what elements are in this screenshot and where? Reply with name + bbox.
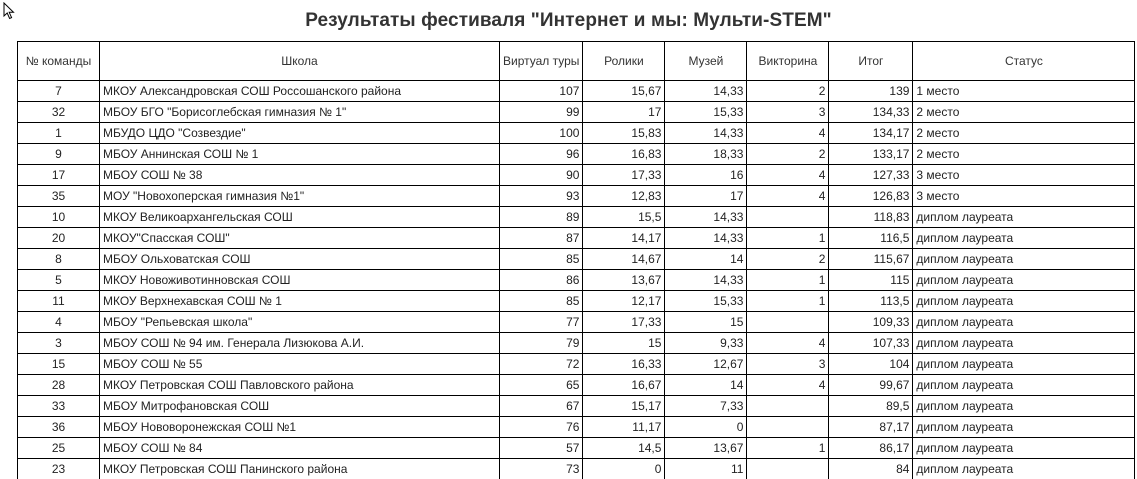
cell-status: диплом лауреата [913,396,1135,417]
cell-school: МКОУ"Спасская СОШ" [100,228,500,249]
cell-status: диплом лауреата [913,333,1135,354]
cell-school: МКОУ Великоархангельская СОШ [100,207,500,228]
cell-virtual: 107 [500,81,583,102]
cell-total: 118,83 [829,207,913,228]
cell-virtual: 79 [500,333,583,354]
cell-status: диплом лауреата [913,207,1135,228]
cell-status: диплом лауреата [913,228,1135,249]
header-row [18,42,1135,81]
cell-quiz [747,396,829,417]
cell-total: 127,33 [829,165,913,186]
cell-videos: 15,5 [583,207,665,228]
table-row [18,207,1135,228]
cell-museum: 17 [665,186,747,207]
table-row [18,375,1135,396]
cell-quiz: 2 [747,249,829,270]
cell-quiz [747,207,829,228]
cell-virtual: 65 [500,375,583,396]
cell-school: МБОУ БГО "Борисоглебская гимназия № 1" [100,102,500,123]
cell-status: 2 место [913,123,1135,144]
cell-museum: 14,33 [665,228,747,249]
cell-videos: 15,67 [583,81,665,102]
header-virtual: Виртуал туры [500,42,583,81]
table-row [18,123,1135,144]
cell-videos: 17,33 [583,165,665,186]
cell-videos: 14,67 [583,249,665,270]
table-row [18,396,1135,417]
table-row [18,438,1135,459]
cell-videos: 12,17 [583,291,665,312]
cell-team: 15 [18,354,100,375]
cell-quiz: 4 [747,123,829,144]
cell-museum: 11 [665,459,747,479]
cell-school: МОУ "Новохоперская гимназия №1" [100,186,500,207]
cell-team: 1 [18,123,100,144]
cell-school: МБОУ "Репьевская школа" [100,312,500,333]
cell-school: МБОУ СОШ № 94 им. Генерала Лизюкова А.И. [100,333,500,354]
cell-total: 109,33 [829,312,913,333]
cell-total: 87,17 [829,417,913,438]
cell-videos: 14,17 [583,228,665,249]
table-row [18,186,1135,207]
cell-quiz [747,312,829,333]
table-row [18,228,1135,249]
cell-total: 116,5 [829,228,913,249]
cell-school: МКОУ Петровская СОШ Павловского района [100,375,500,396]
cell-virtual: 100 [500,123,583,144]
cell-virtual: 87 [500,228,583,249]
cell-status: диплом лауреата [913,417,1135,438]
cell-total: 139 [829,81,913,102]
cell-virtual: 85 [500,249,583,270]
cell-quiz: 4 [747,375,829,396]
cell-school: МКОУ Верхнехавская СОШ № 1 [100,291,500,312]
cell-videos: 17,33 [583,312,665,333]
cell-total: 99,67 [829,375,913,396]
cell-total: 84 [829,459,913,479]
cell-museum: 15 [665,312,747,333]
cell-team: 33 [18,396,100,417]
cell-team: 23 [18,459,100,479]
cell-museum: 14,33 [665,270,747,291]
cell-total: 89,5 [829,396,913,417]
cell-videos: 17 [583,102,665,123]
cell-quiz: 4 [747,186,829,207]
cell-museum: 14,33 [665,207,747,228]
cell-virtual: 89 [500,207,583,228]
cell-museum: 13,67 [665,438,747,459]
cell-quiz: 3 [747,354,829,375]
table-row [18,417,1135,438]
table-row [18,165,1135,186]
cell-museum: 14,33 [665,81,747,102]
cell-team: 11 [18,291,100,312]
cell-status: диплом лауреата [913,249,1135,270]
header-team: № команды [18,42,100,81]
header-school: Школа [100,42,500,81]
cell-museum: 14 [665,375,747,396]
table-row [18,81,1135,102]
cell-status: диплом лауреата [913,312,1135,333]
cell-status: 2 место [913,144,1135,165]
cell-school: МБОУ Ольховатская СОШ [100,249,500,270]
cell-status: 3 место [913,165,1135,186]
cell-status: диплом лауреата [913,291,1135,312]
cell-status: 3 место [913,186,1135,207]
header-videos: Ролики [583,42,665,81]
cell-museum: 15,33 [665,102,747,123]
table-row [18,459,1135,479]
cell-total: 133,17 [829,144,913,165]
cell-quiz: 4 [747,165,829,186]
cell-total: 86,17 [829,438,913,459]
cell-quiz [747,459,829,479]
cell-team: 9 [18,144,100,165]
cell-videos: 15,83 [583,123,665,144]
results-table [17,41,1135,479]
page-title: Результаты фестиваля "Интернет и мы: Мульти-STEM" [305,10,832,31]
cell-school: МБУДО ЦДО "Созвездие" [100,123,500,144]
cell-museum: 15,33 [665,291,747,312]
cell-virtual: 77 [500,312,583,333]
header-status: Статус [913,42,1135,81]
cell-status: диплом лауреата [913,270,1135,291]
cell-virtual: 99 [500,102,583,123]
cell-status: 1 место [913,81,1135,102]
cell-team: 17 [18,165,100,186]
cell-school: МБОУ СОШ № 84 [100,438,500,459]
cell-total: 134,33 [829,102,913,123]
cell-team: 3 [18,333,100,354]
cell-quiz: 3 [747,102,829,123]
cell-quiz: 1 [747,270,829,291]
cell-team: 25 [18,438,100,459]
cell-virtual: 72 [500,354,583,375]
table-row [18,102,1135,123]
cell-virtual: 76 [500,417,583,438]
cell-school: МБОУ Митрофановская СОШ [100,396,500,417]
cell-museum: 16 [665,165,747,186]
cell-virtual: 73 [500,459,583,479]
table-row [18,291,1135,312]
cell-team: 8 [18,249,100,270]
cell-museum: 9,33 [665,333,747,354]
cell-total: 113,5 [829,291,913,312]
cell-school: МБОУ Нововоронежская СОШ №1 [100,417,500,438]
cell-virtual: 67 [500,396,583,417]
cell-videos: 12,83 [583,186,665,207]
cell-total: 134,17 [829,123,913,144]
cell-videos: 15,17 [583,396,665,417]
cell-virtual: 57 [500,438,583,459]
cell-quiz: 4 [747,333,829,354]
cell-virtual: 85 [500,291,583,312]
cell-quiz: 1 [747,291,829,312]
table-row [18,354,1135,375]
cell-videos: 14,5 [583,438,665,459]
cell-museum: 18,33 [665,144,747,165]
cell-museum: 7,33 [665,396,747,417]
table-row [18,312,1135,333]
results-table-body [18,81,1135,479]
cell-school: МКОУ Петровская СОШ Панинского района [100,459,500,479]
cell-virtual: 93 [500,186,583,207]
cell-quiz: 1 [747,228,829,249]
cell-team: 10 [18,207,100,228]
header-quiz: Викторина [747,42,829,81]
cell-videos: 16,83 [583,144,665,165]
table-row [18,144,1135,165]
cell-total: 115,67 [829,249,913,270]
cell-team: 20 [18,228,100,249]
cell-virtual: 96 [500,144,583,165]
cell-team: 4 [18,312,100,333]
cell-videos: 0 [583,459,665,479]
cell-team: 35 [18,186,100,207]
cell-virtual: 86 [500,270,583,291]
cell-videos: 16,67 [583,375,665,396]
cell-videos: 11,17 [583,417,665,438]
cell-museum: 14,33 [665,123,747,144]
cell-videos: 13,67 [583,270,665,291]
cell-total: 104 [829,354,913,375]
cell-school: МБОУ СОШ № 38 [100,165,500,186]
cell-school: МКОУ Новоживотинновская СОШ [100,270,500,291]
cell-quiz: 1 [747,438,829,459]
cell-total: 126,83 [829,186,913,207]
cell-team: 5 [18,270,100,291]
cell-status: диплом лауреата [913,438,1135,459]
cell-team: 28 [18,375,100,396]
cell-status: диплом лауреата [913,354,1135,375]
cell-team: 32 [18,102,100,123]
table-row [18,249,1135,270]
cell-virtual: 90 [500,165,583,186]
cell-school: МБОУ Аннинская СОШ № 1 [100,144,500,165]
cell-status: диплом лауреата [913,375,1135,396]
cell-school: МБОУ СОШ № 55 [100,354,500,375]
cell-quiz: 2 [747,81,829,102]
cell-school: МКОУ Александровская СОШ Россошанского района [100,81,500,102]
cell-total: 107,33 [829,333,913,354]
table-row [18,270,1135,291]
cell-museum: 0 [665,417,747,438]
cell-quiz: 2 [747,144,829,165]
cell-quiz [747,417,829,438]
cell-videos: 15 [583,333,665,354]
cell-videos: 16,33 [583,354,665,375]
cell-team: 36 [18,417,100,438]
cell-museum: 12,67 [665,354,747,375]
table-row [18,333,1135,354]
header-total: Итог [829,42,913,81]
cell-museum: 14 [665,249,747,270]
cell-team: 7 [18,81,100,102]
cell-status: 2 место [913,102,1135,123]
cell-total: 115 [829,270,913,291]
header-museum: Музей [665,42,747,81]
cell-status: диплом лауреата [913,459,1135,479]
